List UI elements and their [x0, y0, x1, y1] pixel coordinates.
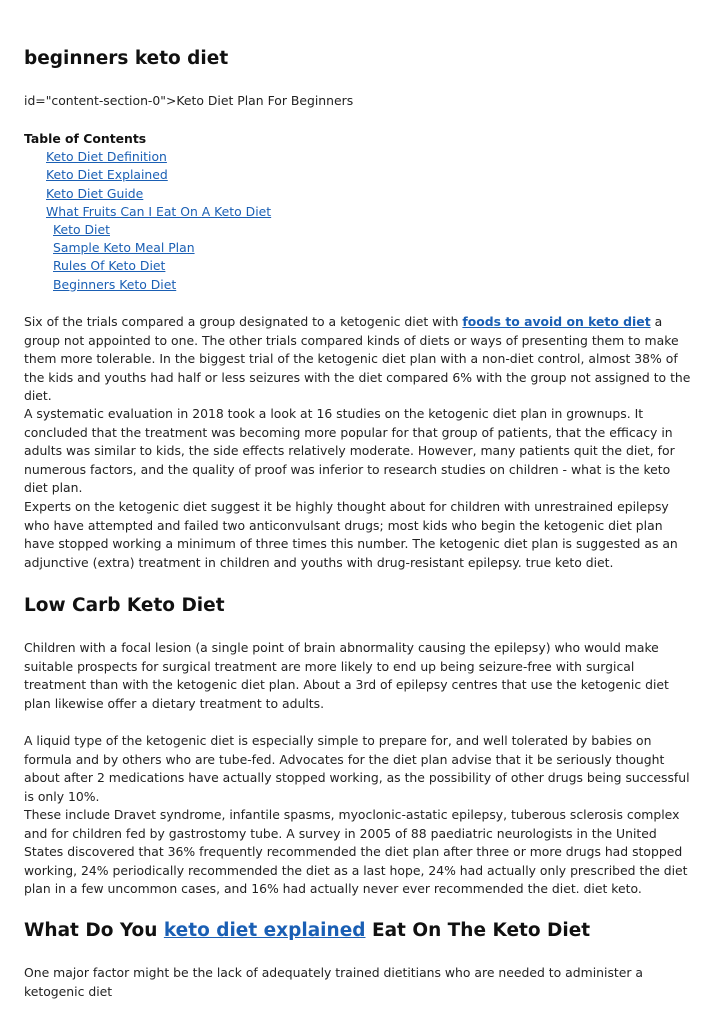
toc-link-sample-meal-plan[interactable]: Sample Keto Meal Plan — [53, 240, 195, 256]
toc-link-keto-diet[interactable]: Keto Diet — [53, 221, 110, 237]
page-title: beginners keto diet — [24, 48, 229, 69]
table-of-contents — [24, 130, 271, 294]
section-heading-what-do-you-eat — [24, 918, 590, 944]
toc-link-keto-diet-guide[interactable]: Keto Diet Guide — [46, 185, 144, 201]
paragraph-1-text-after: a group not appointed to one. The other trials compared kinds of diets or ways of presenting them to make them more tolerable. In the biggest trial of the ketogenic diet plan with a non-diet control, almost 38% of the kids and youths had half or less seizures with the diet compared 6% with the group not assigned to the diet. — [24, 314, 691, 403]
toc-link-rules-of-keto[interactable]: Rules Of Keto Diet — [53, 258, 166, 274]
toc-item — [24, 166, 271, 184]
paragraph-5: A liquid type of the ketogenic diet is especially simple to prepare for, and well tolerated by babies on formula and by others who are tube-fed. Advocates for the diet plan advise that it be seriously thought about after 2 medications have actually stopped working, as the possibility of other drugs being successful is only 10%. — [24, 733, 690, 804]
toc-link-keto-diet-explained[interactable]: Keto Diet Explained — [46, 167, 168, 183]
paragraph-4: Children with a focal lesion (a single point of brain abnormality causing the epilepsy) who would make suitable prospects for surgical treatment are more likely to end up being seizure-free with surgical treatment than with the ketogenic diet plan. About a 3rd of epilepsy centres that use the ketogenic diet plan likewise offer a dietary treatment to adults. — [24, 640, 669, 711]
toc-item — [24, 221, 271, 239]
paragraph-1-text-before: Six of the trials compared a group designated to a ketogenic diet with — [24, 314, 463, 329]
content-section-label: id="content-section-0">Keto Diet Plan For Beginners — [24, 93, 354, 108]
heading-text-before: What Do You — [24, 920, 164, 941]
paragraph-6: These include Dravet syndrome, infantile spasms, myoclonic-astatic epilepsy, tuberous sclerosis complex and for children fed by gastrostomy tube. A survey in 2005 of 88 paediatric neurologists in the United States discovered that 36% frequently recommended the diet plan after three or more drugs had stopped working, 24% periodically recommended the diet as a last hope, 24% had actually only prescribed the diet plan in a few uncommon cases, and 16% had actually never ever recommended the diet. diet keto. — [24, 807, 688, 896]
paragraph-2: A systematic evaluation in 2018 took a look at 16 studies on the ketogenic diet plan in grownups. It concluded that the treatment was becoming more popular for that group of patients, that the efficacy in adults was similar to kids, the side effects relatively moderate. However, many patients quit the diet, for numerous factors, and the quality of proof was inferior to research studies on children - what is the keto diet plan. — [24, 406, 675, 495]
toc-item — [24, 276, 271, 294]
heading-text-after: Eat On The Keto Diet — [365, 920, 591, 941]
foods-to-avoid-link[interactable]: foods to avoid on keto diet — [462, 314, 651, 329]
section-heading-low-carb: Low Carb Keto Diet — [24, 595, 225, 616]
paragraph-7: One major factor might be the lack of adequately trained dietitians who are needed to administer a ketogenic diet — [24, 965, 644, 999]
toc-link-what-fruits[interactable]: What Fruits Can I Eat On A Keto Diet — [46, 203, 272, 219]
toc-item — [24, 148, 271, 166]
paragraph-1 — [24, 313, 696, 406]
toc-item — [24, 203, 271, 221]
keto-diet-explained-link[interactable]: keto diet explained — [163, 920, 366, 941]
paragraph-3: Experts on the ketogenic diet suggest it be highly thought about for children with unrestrained epilepsy who have attempted and failed two anticonvulsant drugs; most kids who begin the ketogenic diet plan have stopped working a minimum of three times this number. The ketogenic diet plan is suggested as an adjunctive (extra) treatment in children and youths with drug-resistant epilepsy. true keto diet. — [24, 499, 678, 570]
toc-link-beginners-keto[interactable]: Beginners Keto Diet — [53, 276, 177, 292]
toc-item — [24, 239, 271, 257]
toc-item — [24, 185, 271, 203]
toc-heading: Table of Contents — [24, 131, 147, 146]
toc-item — [24, 257, 271, 275]
toc-link-keto-diet-definition[interactable]: Keto Diet Definition — [46, 149, 167, 165]
